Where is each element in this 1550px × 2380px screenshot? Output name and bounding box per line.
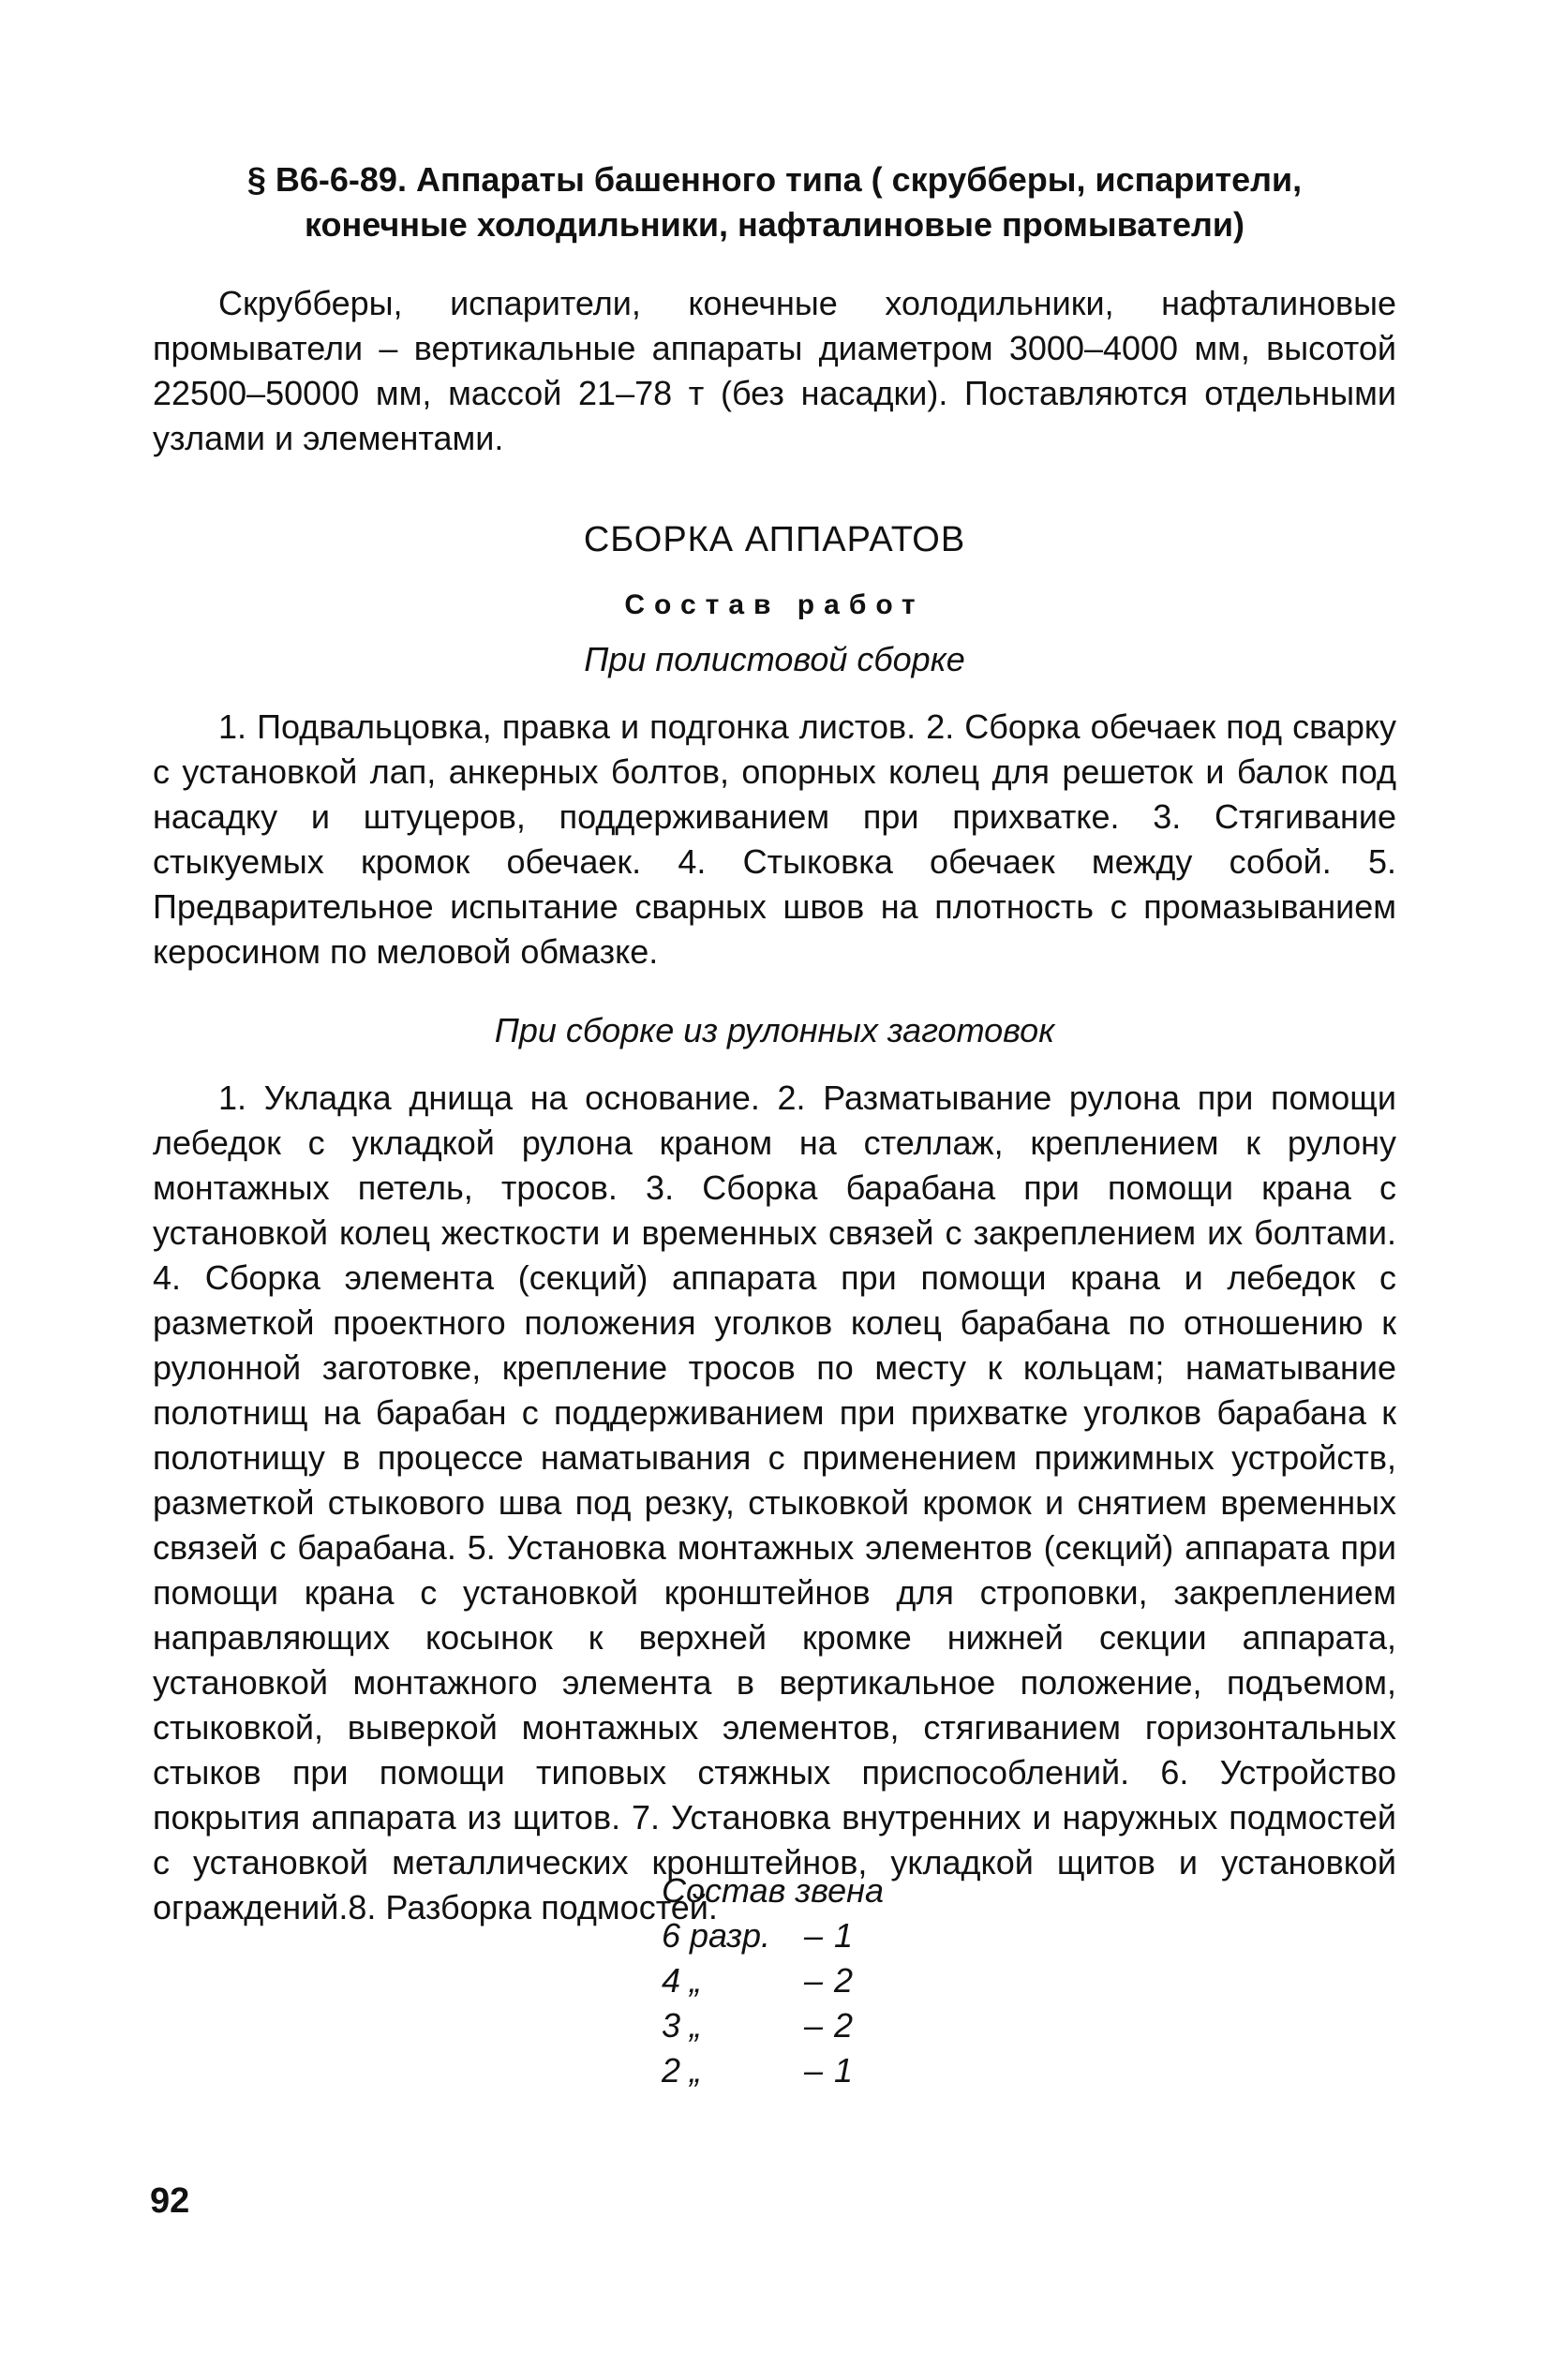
roll-assembly-subheading: При сборке из рулонных заготовок — [494, 1011, 1055, 1049]
crew-dash: – — [803, 1916, 824, 1955]
roll-assembly-paragraph: 1. Укладка днища на основание. 2. Разматывание рулона при помощи лебедок с укладкой рулона краном на стеллаж, креплением к рулону монтажных петель, тросов. 3. Сборка барабана при помощи крана с установкой колец жесткости и временных связей с закреплением их болтами. 4. Сборка элемента (секций) аппарата при помощи крана и лебедок с разметкой проектного положения уголков колец барабана по отношению к рулонной заготовке, крепление тросов по месту к кольцам; наматывание полотнищ на барабан с поддерживанием при прихватке уголков барабана к полотнищу в процессе наматывания с применением прижимных устройств, разметкой стыкового шва под резку, стыковкой кромок и снятием временных связей с барабана. 5. Установка монтажных элементов (секций) аппарата при помощи крана с установкой кронштейнов для строповки, закреплением направляющих косынок к верхней кромке нижней секции аппарата, установкой монтажного элемента в вертикальное положение, подъемом, стыковкой, выверкой монтажных элементов, стягиванием горизонтальных стыков при помощи типовых стяжных приспособлений. 6. Устройство покрытия аппарата из щитов. 7. Установка внутренних и наружных подмостей с установкой металлических кронштейнов, укладкой щитов и установкой ограждений.8. Разборка подмостей. — [153, 1078, 1396, 1926]
work-composition-label: Состав работ — [624, 589, 925, 620]
crew-dash: – — [803, 2051, 824, 2090]
crew-count: 1 — [834, 2051, 854, 2090]
crew-grade: 2 „ — [662, 2051, 702, 2090]
crew-row — [662, 2003, 924, 2048]
crew-dash: – — [803, 1961, 824, 2000]
crew-composition — [662, 1868, 924, 2093]
crew-count: 2 — [834, 1961, 854, 2000]
assembly-heading: СБОРКА АППАРАТОВ — [583, 520, 966, 559]
sheet-assembly-paragraph: 1. Подвальцовка, правка и подгонка листов. 2. Сборка обечаек под сварку с установкой лап, анкерных болтов, опорных колец для решеток и балок под насадку и штуцеров, поддерживанием при прихватке. 3. Стягивание стыкуемых кромок обечаек. 4. Стыковка обечаек между собой. 5. Предварительное испытание сварных швов на плотность с промазыванием керосином по меловой обмазке. — [153, 707, 1396, 971]
crew-grade: 6 разр. — [662, 1916, 771, 1955]
crew-count: 2 — [834, 2006, 854, 2045]
crew-count: 1 — [834, 1916, 854, 1955]
intro-paragraph: Скрубберы, испарители, конечные холодильники, нафталиновые промыватели – вертикальные аппараты диаметром 3000–4000 мм, высотой 22500–50000 мм, массой 21–78 т (без насадки). Поставляются отдельными узлами и элементами. — [153, 284, 1396, 457]
section-title: § В6-6-89. Аппараты башенного типа ( скрубберы, испарители, конечные холодильники, нафталиновые промыватели) — [246, 160, 1303, 244]
crew-row — [662, 1958, 924, 2003]
sheet-assembly-subheading: При полистовой сборке — [584, 640, 965, 678]
crew-title: Состав звена — [662, 1871, 885, 1910]
crew-row — [662, 1913, 924, 1958]
text-column — [153, 157, 1396, 1930]
crew-row — [662, 2048, 924, 2093]
crew-dash: – — [803, 2006, 824, 2045]
page-number: 92 — [150, 2181, 190, 2221]
crew-grade: 4 „ — [662, 1961, 702, 2000]
crew-grade: 3 „ — [662, 2006, 702, 2045]
